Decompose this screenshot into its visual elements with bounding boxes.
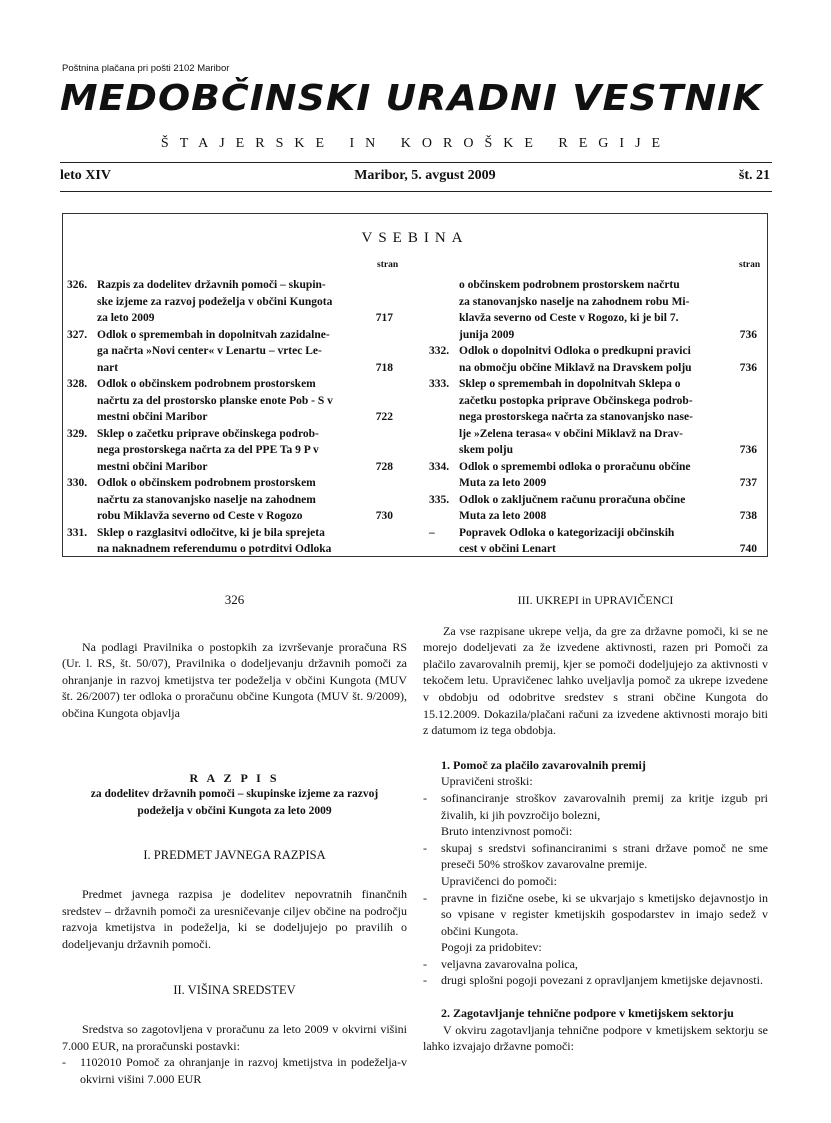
toc-entry-line: Sklep o razglasitvi odločitve, ki je bila sprejeta <box>97 526 325 539</box>
toc-entry-page: 738 <box>739 510 757 522</box>
toc-entry-line: na območju občine Miklavž na Dravskem polju <box>459 361 692 374</box>
toc-entry-line: Muta za leto 2009 <box>459 477 547 489</box>
toc-title: VSEBINA <box>361 230 469 246</box>
measure-2-text: V okviru zagotavljanja tehnične podpore v kmetijskem sektorju se lahko izvajajo državne pomoči: <box>423 1022 768 1054</box>
measure-2-title: 2. Zagotavljanje tehnične podpore v kmetijskem sektorju <box>441 1006 734 1021</box>
right-column <box>423 592 768 1055</box>
left-column <box>62 592 407 1087</box>
measure-1-conditions-label: Pogoji za pridobitev: <box>441 940 542 955</box>
toc-entry-line: nega prostorskega načrta za del PPE Ta 9 P v <box>97 444 319 456</box>
razpis-title: R A Z P I S <box>189 770 280 785</box>
section-1-text: Predmet javnega razpisa je dodelitev nepovratnih finančnih sredstev – državnih pomoči za uresničevanje ciljev občine na področju razvoja kmetijstva in podeželja, ki se dodeljujejo po pravilih o dodeljevanju državnih pomoči. <box>62 886 407 951</box>
section-3-text: Za vse razpisane ukrepe velja, da gre za državne pomoči, ki se ne morejo dodeljevati za že izvedene aktivnosti, razen pri Pomoči za plačilo zavarovalnih premij, kjer se pomoči dodeljujejo za aktivnosti v tekočem letu. Upravičenec lahko uveljavlja pomoč za ukrepe izvedene v obdobju od odobritve sredstev s strani občine Kungota do 15.12.2009. Dokazila/plačani računi za izvedene aktivnosti morajo biti z datumom iz tega obdobja. <box>423 623 768 738</box>
toc-entry-number: 330. <box>67 477 88 489</box>
measure-1-intensity-item: - skupaj s sredstvi sofinanciranimi s strani države pomoč ne sme preseči 50% stroškov zavarovalne premije. <box>423 840 768 873</box>
toc-entry-number: – <box>429 526 435 539</box>
toc-entry-line: načrtu za stanovanjsko naselje na zahodnem <box>97 493 316 506</box>
toc-entry-line: načrtu za del prostorsko planske enote Pob - S v <box>97 394 333 407</box>
toc-page-label-left: stran <box>377 260 399 270</box>
toc-entry-number: 334. <box>429 460 450 473</box>
toc-entry-line: za leto 2009 <box>97 312 155 324</box>
razpis-subtitle-1: za dodelitev državnih pomoči – skupinske izjeme za razvoj <box>90 788 379 801</box>
header-rule-bottom <box>60 191 772 192</box>
measure-1-beneficiaries-label: Upravičenci do pomoči: <box>441 873 557 888</box>
toc-entry-line: lje »Zelena terasa« v občini Miklavž na Drav- <box>459 427 683 440</box>
toc-entry-page: 717 <box>375 312 393 324</box>
section-2-item: - 1102010 Pomoč za ohranjanje in razvoj kmetijstva in podeželja-v okvirni višini 7.000 EUR <box>62 1054 407 1087</box>
toc-entry-number: 327. <box>67 328 88 341</box>
toc-entry-line: Odlok o spremembah in dopolnitvah zazidalne- <box>97 328 330 341</box>
toc-page-label-right: stran <box>739 260 761 270</box>
toc-entry-page: 737 <box>739 477 757 489</box>
toc-entry-line: klavža severno od Ceste v Rogozo, ki je bil 7. <box>459 312 679 324</box>
toc-entry-line: cest v občini Lenart <box>459 543 556 555</box>
toc-entry-page: 722 <box>375 411 393 423</box>
masthead-title: MEDOBČINSKI URADNI VESTNIK <box>60 78 763 119</box>
toc-entry-line: ga načrta »Novi center« v Lenartu – vrtec Le- <box>97 345 322 357</box>
toc-entry-line: robu Miklavža severno od Ceste v Rogozo <box>97 510 303 522</box>
toc-entry-line: junija 2009 <box>459 328 515 341</box>
toc-entry-line: Muta za leto 2008 <box>459 510 547 522</box>
toc-entry-line: o občinskem podrobnem prostorskem načrtu <box>459 279 680 291</box>
section-2-title: II. VIŠINA SREDSTEV <box>173 983 296 998</box>
toc-entry-number: 332. <box>429 345 450 357</box>
section-1-title: I. PREDMET JAVNEGA RAZPISA <box>143 848 326 863</box>
toc-entry-line: Odlok o občinskem podrobnem prostorskem <box>97 477 316 489</box>
measure-1-beneficiaries-item: - pravne in fizične osebe, ki se ukvarjajo s kmetijsko dejavnostjo in so vpisane v register kmetijskih gospodarstev in imajo sedež v občini Kungota. <box>423 890 768 940</box>
toc-entry-line: Odlok o spremembi odloka o proračunu občine <box>459 460 691 473</box>
issue-number: št. 21 <box>738 168 770 183</box>
table-of-contents <box>62 213 768 557</box>
toc-entry-number: 333. <box>429 378 450 390</box>
section-2-text: Sredstva so zagotovljena v proračunu za leto 2009 v okvirni višini 7.000 EUR, na proračunski postavki: <box>62 1021 407 1053</box>
header-rule-top <box>60 162 772 163</box>
toc-entry-line: mestni občini Maribor <box>97 411 208 423</box>
toc-entry-line: za stanovanjsko naselje na zahodnem robu Mi- <box>459 295 690 308</box>
place-date: Maribor, 5. avgust 2009 <box>354 168 496 183</box>
toc-entry-line: ske izjeme za razvoj podeželja v občini Kungota <box>97 295 333 308</box>
toc-entry-line: Odlok o zaključnem računu proračuna občine <box>459 493 686 506</box>
toc-entry-number: 331. <box>67 526 88 539</box>
toc-entry-line: Odlok o občinskem podrobnem prostorskem <box>97 378 316 390</box>
document-number: 326 <box>224 592 245 607</box>
toc-entry-page: 740 <box>739 543 757 555</box>
toc-entry-line: Sklep o spremembah in dopolnitvah Sklepa o <box>459 378 681 390</box>
toc-entry-page: 736 <box>739 444 757 456</box>
toc-entry-number: 326. <box>67 279 88 291</box>
toc-entry-line: mestni občini Maribor <box>97 460 208 473</box>
measure-1-intensity-label: Bruto intenzivnost pomoči: <box>441 824 573 839</box>
toc-entry-line: na naknadnem referendumu o potrditvi Odloka <box>97 543 332 555</box>
postal-note: Poštnina plačana pri pošti 2102 Maribor <box>62 63 230 74</box>
toc-entry-number: 335. <box>429 493 450 506</box>
volume-year: leto XIV <box>60 168 111 183</box>
toc-entry-line: Odlok o dopolnitvi Odloka o predkupni pravici <box>459 345 691 357</box>
toc-entry-page: 730 <box>375 510 393 522</box>
measure-1-title: 1. Pomoč za plačilo zavarovalnih premij <box>441 757 646 772</box>
toc-entry-line: začetku postopka priprave Občinskega podrob- <box>459 394 693 407</box>
toc-entry-page: 736 <box>739 328 757 341</box>
intro-paragraph: Na podlagi Pravilnika o postopkih za izvrševanje proračuna RS (Ur. l. RS, št. 50/07), Pravilnika o dodeljevanju državnih pomoči za ohranjanje in razvoj kmetijstva ter podeželja v občini Kungota (MUV št. 26/2007) ter odloka o proračunu občine Kungota (MUV št. 9/2009), občina Kungota objavlja <box>62 639 407 720</box>
razpis-subtitle-2: podeželja v občini Kungota za leto 2009 <box>137 804 332 817</box>
issue-info-bar <box>60 168 770 184</box>
measure-1-costs-label: Upravičeni stroški: <box>441 774 533 789</box>
masthead-subtitle: ŠTAJERSKE IN KOROŠKE REGIJE <box>160 136 672 151</box>
toc-entry-number: 328. <box>67 378 88 390</box>
section-3-title: III. UKREPI in UPRAVIČENCI <box>517 593 674 607</box>
toc-entry-line: Razpis za dodelitev državnih pomoči – skupin- <box>97 279 326 291</box>
measure-1-cost-item: - sofinanciranje stroškov zavarovalnih premij za kritje izgub pri živalih, ki jih povzročijo bolezni, <box>423 790 768 823</box>
toc-entry-line: Sklep o začetku priprave občinskega podrob- <box>97 427 319 440</box>
toc-entry-line: skem polju <box>459 444 513 456</box>
toc-entry-page: 728 <box>375 460 393 473</box>
toc-entry-page: 736 <box>739 361 757 374</box>
measure-1-condition-2: - drugi splošni pogoji povezani z opravljanjem kmetijske dejavnosti. <box>423 972 768 989</box>
toc-entry-line: nega prostorskega načrta za stanovanjsko nase- <box>459 411 693 423</box>
measure-1-condition-1: - veljavna zavarovalna polica, <box>423 956 768 973</box>
toc-entry-line: nart <box>97 361 119 374</box>
toc-entry-number: 329. <box>67 427 88 440</box>
toc-entry-page: 718 <box>375 361 393 374</box>
toc-entry-line: Popravek Odloka o kategorizaciji občinskih <box>459 526 675 539</box>
